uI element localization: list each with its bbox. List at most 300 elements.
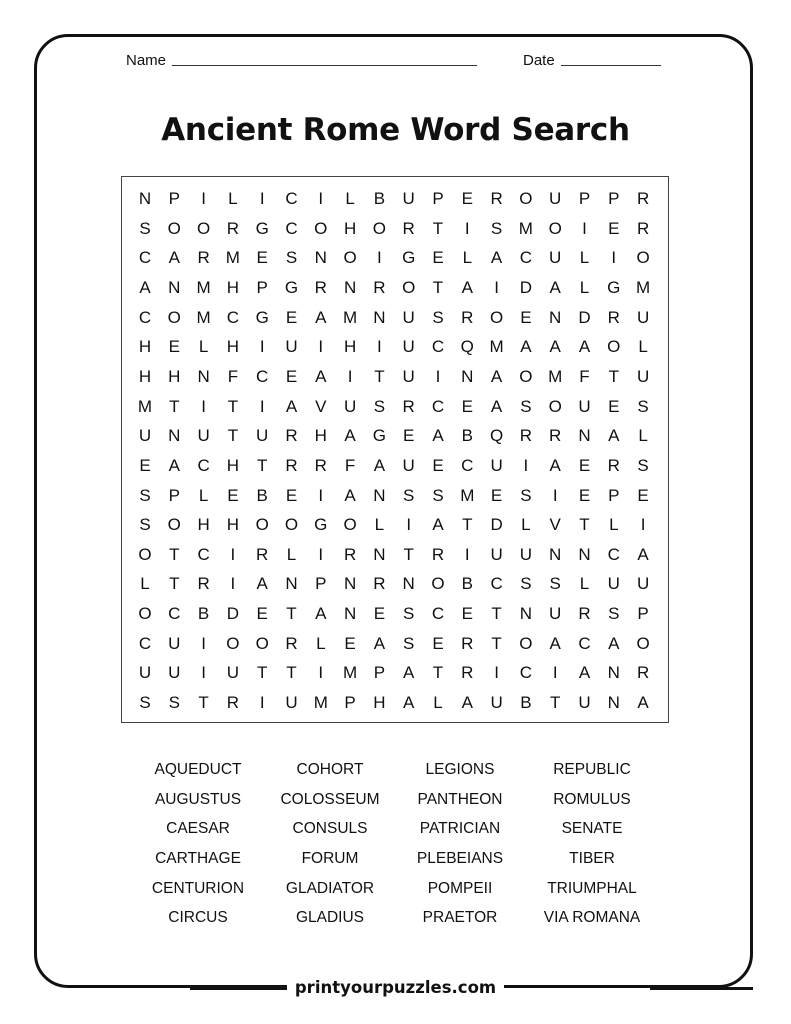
grid-letter[interactable]: P [608, 485, 620, 505]
grid-letter[interactable]: O [636, 248, 650, 268]
grid-letter[interactable]: O [402, 277, 416, 297]
grid-letter[interactable]: C [197, 455, 210, 475]
grid-letter[interactable]: E [490, 485, 503, 505]
grid-letter[interactable]: T [169, 396, 180, 416]
grid-letter[interactable]: A [285, 396, 298, 416]
grid-letter[interactable]: A [432, 426, 444, 446]
grid-letter[interactable]: R [636, 663, 650, 683]
grid-letter[interactable]: P [168, 485, 180, 505]
grid-letter[interactable]: C [226, 307, 240, 327]
grid-letter[interactable]: H [226, 337, 240, 357]
grid-letter[interactable]: S [139, 485, 151, 505]
grid-letter[interactable]: C [138, 248, 152, 268]
grid-letter[interactable]: I [201, 396, 206, 416]
grid-letter[interactable]: U [138, 426, 152, 446]
grid-letter[interactable]: R [578, 604, 591, 624]
grid-letter[interactable]: T [462, 515, 473, 535]
grid-letter[interactable]: U [256, 426, 269, 446]
grid-letter[interactable]: R [549, 426, 562, 446]
grid-letter[interactable]: H [314, 426, 327, 446]
grid-letter[interactable]: R [285, 455, 298, 475]
grid-letter[interactable]: I [552, 663, 558, 683]
grid-letter[interactable]: E [344, 633, 356, 653]
grid-letter[interactable]: O [519, 633, 533, 653]
grid-letter[interactable]: U [549, 189, 562, 208]
grid-letter[interactable]: C [138, 633, 152, 653]
grid-letter[interactable]: S [637, 396, 649, 416]
grid-letter[interactable]: U [138, 663, 152, 683]
grid-letter[interactable]: E [139, 455, 151, 475]
grid-letter[interactable]: U [490, 544, 503, 564]
grid-letter[interactable]: T [549, 693, 561, 713]
grid-letter[interactable]: E [432, 633, 444, 653]
grid-letter[interactable]: N [607, 693, 620, 713]
grid-letter[interactable]: M [636, 277, 651, 297]
grid-letter[interactable]: O [314, 218, 328, 238]
grid-letter[interactable]: A [168, 248, 180, 268]
grid-letter[interactable]: L [609, 515, 619, 535]
grid-letter[interactable]: L [228, 189, 238, 208]
grid-letter[interactable]: E [285, 485, 298, 505]
grid-letter[interactable]: A [578, 337, 591, 357]
grid-letter[interactable]: A [490, 366, 503, 386]
grid-letter[interactable]: E [520, 307, 532, 327]
grid-letter[interactable]: E [578, 455, 591, 475]
grid-letter[interactable]: U [636, 307, 650, 327]
grid-letter[interactable]: U [578, 396, 591, 416]
grid-letter[interactable]: S [637, 455, 649, 475]
grid-letter[interactable]: G [372, 426, 386, 446]
grid-letter[interactable]: B [461, 426, 473, 446]
grid-letter[interactable]: O [167, 218, 181, 238]
grid-letter[interactable]: R [197, 248, 210, 268]
grid-letter[interactable]: I [318, 337, 324, 357]
grid-letter[interactable]: N [168, 426, 181, 446]
grid-letter[interactable]: M [343, 663, 358, 683]
grid-letter[interactable]: I [259, 337, 265, 357]
grid-letter[interactable]: B [461, 574, 473, 594]
grid-letter[interactable]: T [403, 544, 414, 564]
grid-letter[interactable]: A [168, 455, 180, 475]
grid-letter[interactable]: U [636, 366, 650, 386]
grid-letter[interactable]: E [285, 307, 298, 327]
grid-letter[interactable]: L [345, 189, 355, 208]
grid-letter[interactable]: L [286, 544, 297, 564]
grid-letter[interactable]: A [608, 633, 620, 653]
grid-letter[interactable]: P [608, 189, 620, 208]
grid-letter[interactable]: I [318, 663, 324, 683]
grid-letter[interactable]: A [461, 693, 473, 713]
grid-letter[interactable]: I [318, 189, 324, 208]
grid-letter[interactable]: O [255, 515, 269, 535]
grid-letter[interactable]: I [230, 544, 236, 564]
grid-letter[interactable]: U [490, 455, 503, 475]
grid-letter[interactable]: G [314, 515, 328, 535]
grid-letter[interactable]: E [461, 396, 473, 416]
grid-letter[interactable]: L [462, 248, 473, 268]
grid-letter[interactable]: T [432, 218, 444, 238]
grid-letter[interactable]: C [285, 218, 298, 238]
grid-letter[interactable]: N [578, 426, 591, 446]
grid-letter[interactable]: O [138, 544, 152, 564]
grid-letter[interactable]: F [227, 366, 239, 386]
grid-letter[interactable]: S [285, 248, 298, 268]
grid-letter[interactable]: C [461, 455, 474, 475]
grid-letter[interactable]: O [548, 396, 562, 416]
grid-letter[interactable]: A [549, 455, 561, 475]
date-line[interactable] [561, 64, 661, 66]
grid-letter[interactable]: U [402, 337, 415, 357]
grid-letter[interactable]: C [197, 544, 210, 564]
grid-letter[interactable]: N [138, 189, 152, 208]
grid-letter[interactable]: L [140, 574, 150, 594]
grid-letter[interactable]: N [461, 366, 474, 386]
grid-letter[interactable]: P [315, 574, 327, 594]
grid-letter[interactable]: O [255, 633, 269, 653]
grid-letter[interactable]: A [315, 307, 327, 327]
grid-letter[interactable]: R [519, 426, 533, 446]
grid-letter[interactable]: V [549, 515, 561, 535]
grid-letter[interactable]: U [402, 307, 415, 327]
grid-letter[interactable]: B [520, 693, 532, 713]
grid-letter[interactable]: T [491, 633, 502, 653]
grid-letter[interactable]: T [256, 663, 268, 683]
grid-letter[interactable]: P [256, 277, 268, 297]
grid-letter[interactable]: S [139, 218, 151, 238]
grid-letter[interactable]: M [225, 248, 240, 268]
grid-letter[interactable]: U [402, 189, 415, 208]
grid-letter[interactable]: A [461, 277, 473, 297]
grid-letter[interactable]: I [582, 218, 587, 238]
grid-letter[interactable]: R [343, 544, 357, 564]
grid-letter[interactable]: A [344, 485, 356, 505]
grid-letter[interactable]: S [139, 515, 151, 535]
grid-letter[interactable]: A [490, 396, 503, 416]
grid-letter[interactable]: H [226, 455, 240, 475]
grid-letter[interactable]: S [608, 604, 620, 624]
grid-letter[interactable]: T [169, 574, 180, 594]
grid-letter[interactable]: H [197, 515, 210, 535]
grid-letter[interactable]: E [256, 248, 268, 268]
grid-letter[interactable]: S [520, 485, 532, 505]
grid-letter[interactable]: R [226, 218, 240, 238]
grid-letter[interactable]: U [197, 426, 210, 446]
grid-letter[interactable]: I [230, 574, 236, 594]
grid-letter[interactable]: S [432, 307, 444, 327]
grid-letter[interactable]: E [403, 426, 415, 446]
grid-letter[interactable]: F [579, 366, 590, 386]
grid-letter[interactable]: S [432, 485, 444, 505]
grid-letter[interactable]: O [519, 189, 533, 208]
grid-letter[interactable]: O [636, 633, 650, 653]
grid-letter[interactable]: R [314, 455, 327, 475]
grid-letter[interactable]: R [607, 307, 620, 327]
grid-letter[interactable]: E [461, 189, 473, 208]
grid-letter[interactable]: M [196, 277, 211, 297]
grid-letter[interactable]: A [549, 633, 561, 653]
grid-letter[interactable]: I [318, 544, 324, 564]
grid-letter[interactable]: N [549, 307, 562, 327]
grid-letter[interactable]: I [201, 633, 206, 653]
grid-letter[interactable]: I [377, 337, 382, 357]
grid-letter[interactable]: L [638, 426, 648, 446]
grid-letter[interactable]: T [374, 366, 385, 386]
grid-letter[interactable]: R [402, 218, 415, 238]
grid-letter[interactable]: T [198, 693, 209, 713]
grid-letter[interactable]: U [402, 455, 415, 475]
grid-letter[interactable]: U [549, 604, 562, 624]
grid-letter[interactable]: A [549, 337, 561, 357]
grid-letter[interactable]: I [464, 544, 470, 564]
grid-letter[interactable]: T [608, 366, 619, 386]
name-line[interactable] [172, 64, 477, 66]
grid-letter[interactable]: O [167, 515, 181, 535]
grid-letter[interactable]: O [284, 515, 299, 535]
grid-letter[interactable]: P [578, 189, 591, 208]
grid-letter[interactable]: A [637, 544, 649, 564]
grid-letter[interactable]: O [226, 633, 240, 653]
grid-letter[interactable]: M [518, 218, 533, 238]
grid-letter[interactable]: E [608, 396, 620, 416]
grid-letter[interactable]: T [491, 604, 502, 624]
grid-letter[interactable]: L [374, 515, 385, 535]
grid-letter[interactable]: H [226, 515, 240, 535]
grid-letter[interactable]: C [285, 189, 298, 208]
grid-letter[interactable]: G [402, 248, 416, 268]
grid-letter[interactable]: U [343, 396, 357, 416]
grid-letter[interactable]: N [197, 366, 210, 386]
grid-letter[interactable]: I [494, 277, 499, 297]
grid-letter[interactable]: U [226, 663, 240, 683]
grid-letter[interactable]: I [259, 693, 265, 713]
grid-letter[interactable]: S [490, 218, 503, 238]
grid-letter[interactable]: E [256, 604, 268, 624]
grid-letter[interactable]: E [432, 455, 444, 475]
grid-letter[interactable]: O [607, 337, 621, 357]
grid-letter[interactable]: N [373, 307, 386, 327]
grid-letter[interactable]: N [519, 604, 533, 624]
grid-letter[interactable]: R [461, 307, 474, 327]
grid-letter[interactable]: S [520, 396, 532, 416]
grid-letter[interactable]: S [168, 693, 180, 713]
grid-letter[interactable]: N [373, 485, 386, 505]
grid-letter[interactable]: P [373, 663, 386, 683]
grid-letter[interactable]: L [579, 574, 590, 594]
grid-letter[interactable]: C [578, 633, 591, 653]
grid-letter[interactable]: A [256, 574, 268, 594]
grid-letter[interactable]: I [347, 366, 353, 386]
grid-letter[interactable]: U [636, 574, 650, 594]
grid-letter[interactable]: O [431, 574, 445, 594]
grid-letter[interactable]: R [607, 455, 620, 475]
grid-letter[interactable]: T [579, 515, 590, 535]
grid-letter[interactable]: E [461, 604, 473, 624]
grid-letter[interactable]: M [137, 396, 153, 416]
grid-letter[interactable]: R [285, 426, 298, 446]
grid-letter[interactable]: P [637, 604, 649, 624]
grid-letter[interactable]: I [611, 248, 617, 268]
grid-letter[interactable]: R [285, 633, 298, 653]
grid-letter[interactable]: C [138, 307, 152, 327]
grid-letter[interactable]: A [344, 426, 356, 446]
grid-letter[interactable]: M [548, 366, 563, 386]
grid-letter[interactable]: U [607, 574, 620, 594]
grid-letter[interactable]: A [490, 248, 503, 268]
grid-letter[interactable]: R [431, 544, 445, 564]
grid-letter[interactable]: C [256, 366, 269, 386]
grid-letter[interactable]: O [372, 218, 386, 238]
grid-letter[interactable]: A [432, 515, 444, 535]
grid-letter[interactable]: U [519, 544, 533, 564]
grid-letter[interactable]: P [168, 189, 180, 208]
grid-letter[interactable]: H [138, 366, 152, 386]
grid-letter[interactable]: C [431, 396, 445, 416]
grid-letter[interactable]: H [226, 277, 240, 297]
grid-letter[interactable]: E [578, 485, 591, 505]
grid-letter[interactable]: L [579, 277, 590, 297]
grid-letter[interactable]: C [168, 604, 181, 624]
grid-letter[interactable]: R [256, 544, 269, 564]
grid-letter[interactable]: R [461, 633, 474, 653]
grid-letter[interactable]: S [520, 574, 532, 594]
grid-letter[interactable]: I [259, 396, 265, 416]
grid-letter[interactable]: E [432, 248, 444, 268]
grid-letter[interactable]: L [521, 515, 531, 535]
grid-letter[interactable]: T [169, 544, 180, 564]
grid-letter[interactable]: M [343, 307, 358, 327]
grid-letter[interactable]: U [168, 633, 181, 653]
grid-letter[interactable]: C [431, 604, 445, 624]
grid-letter[interactable]: I [318, 485, 324, 505]
grid-letter[interactable]: F [344, 455, 356, 475]
grid-letter[interactable]: G [255, 307, 269, 327]
grid-letter[interactable]: A [549, 277, 561, 297]
grid-letter[interactable]: G [607, 277, 621, 297]
grid-letter[interactable]: I [259, 189, 265, 208]
grid-letter[interactable]: M [460, 485, 475, 505]
grid-letter[interactable]: T [286, 604, 297, 624]
grid-letter[interactable]: E [168, 337, 180, 357]
grid-letter[interactable]: S [373, 396, 386, 416]
grid-letter[interactable]: R [461, 663, 474, 683]
grid-letter[interactable]: D [226, 604, 240, 624]
grid-letter[interactable]: N [402, 574, 415, 594]
grid-letter[interactable]: A [403, 693, 415, 713]
grid-letter[interactable]: A [315, 366, 327, 386]
grid-letter[interactable]: C [490, 574, 503, 594]
grid-letter[interactable]: C [431, 337, 445, 357]
grid-letter[interactable]: N [373, 544, 386, 564]
grid-letter[interactable]: N [314, 248, 327, 268]
grid-letter[interactable]: R [197, 574, 210, 594]
grid-letter[interactable]: I [464, 218, 470, 238]
grid-letter[interactable]: T [432, 277, 444, 297]
grid-letter[interactable]: O [519, 366, 533, 386]
grid-letter[interactable]: T [286, 663, 297, 683]
grid-letter[interactable]: O [343, 515, 357, 535]
grid-letter[interactable]: R [373, 277, 386, 297]
grid-letter[interactable]: D [578, 307, 591, 327]
grid-letter[interactable]: A [578, 663, 591, 683]
grid-letter[interactable]: E [373, 604, 386, 624]
grid-letter[interactable]: I [494, 663, 499, 683]
grid-letter[interactable]: U [402, 366, 415, 386]
grid-letter[interactable]: L [433, 693, 443, 713]
grid-letter[interactable]: H [168, 366, 181, 386]
grid-letter[interactable]: Q [460, 337, 474, 357]
grid-letter[interactable]: R [226, 693, 240, 713]
grid-letter[interactable]: N [285, 574, 298, 594]
grid-letter[interactable]: M [489, 337, 504, 357]
grid-letter[interactable]: I [201, 663, 206, 683]
grid-letter[interactable]: U [285, 693, 298, 713]
grid-letter[interactable]: I [377, 248, 382, 268]
grid-letter[interactable]: H [343, 337, 357, 357]
grid-letter[interactable]: E [227, 485, 239, 505]
grid-letter[interactable]: L [198, 485, 209, 505]
grid-letter[interactable]: G [255, 218, 269, 238]
grid-letter[interactable]: L [316, 633, 326, 653]
grid-letter[interactable]: S [549, 574, 561, 594]
grid-letter[interactable]: Q [489, 426, 504, 446]
grid-letter[interactable]: N [168, 277, 181, 297]
grid-letter[interactable]: A [403, 663, 415, 683]
grid-letter[interactable]: I [552, 485, 558, 505]
grid-letter[interactable]: R [490, 189, 503, 208]
grid-letter[interactable]: E [285, 366, 298, 386]
grid-letter[interactable]: T [227, 426, 239, 446]
grid-letter[interactable]: U [168, 663, 181, 683]
grid-letter[interactable]: R [373, 574, 386, 594]
grid-letter[interactable]: O [343, 248, 357, 268]
grid-letter[interactable]: R [636, 218, 650, 238]
grid-letter[interactable]: I [640, 515, 646, 535]
grid-letter[interactable]: T [256, 455, 268, 475]
grid-letter[interactable]: S [403, 604, 415, 624]
grid-letter[interactable]: U [285, 337, 298, 357]
grid-letter[interactable]: P [344, 693, 356, 713]
grid-letter[interactable]: H [373, 693, 386, 713]
grid-letter[interactable]: B [197, 604, 210, 624]
grid-letter[interactable]: H [343, 218, 357, 238]
grid-letter[interactable]: T [227, 396, 239, 416]
grid-letter[interactable]: A [373, 455, 386, 475]
grid-letter[interactable]: N [578, 544, 591, 564]
grid-letter[interactable]: I [406, 515, 412, 535]
grid-letter[interactable]: A [637, 693, 649, 713]
grid-letter[interactable]: A [373, 633, 386, 653]
grid-letter[interactable]: B [373, 189, 386, 208]
grid-letter[interactable]: E [608, 218, 620, 238]
grid-letter[interactable]: N [343, 604, 357, 624]
grid-letter[interactable]: C [519, 663, 533, 683]
grid-letter[interactable]: R [314, 277, 327, 297]
grid-letter[interactable]: O [167, 307, 181, 327]
grid-letter[interactable]: U [578, 693, 591, 713]
grid-letter[interactable]: N [607, 663, 620, 683]
grid-letter[interactable]: L [198, 337, 209, 357]
grid-letter[interactable]: D [490, 515, 503, 535]
grid-letter[interactable]: S [403, 633, 415, 653]
grid-letter[interactable]: A [520, 337, 532, 357]
grid-letter[interactable]: A [315, 604, 327, 624]
grid-letter[interactable]: C [519, 248, 533, 268]
grid-letter[interactable]: N [343, 574, 357, 594]
grid-letter[interactable]: S [139, 693, 151, 713]
grid-letter[interactable]: N [343, 277, 357, 297]
grid-letter[interactable]: O [548, 218, 562, 238]
grid-letter[interactable]: I [523, 455, 529, 475]
